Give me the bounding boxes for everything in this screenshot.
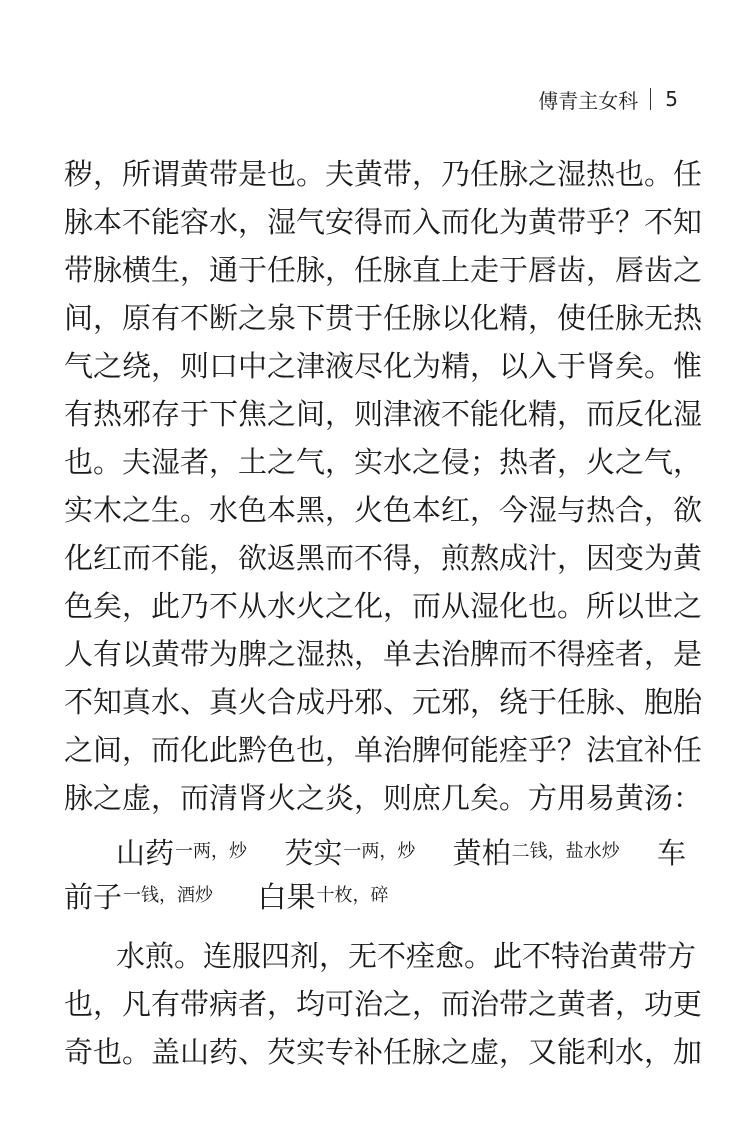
header-divider: [650, 88, 651, 110]
herb-name: 前子: [64, 880, 123, 914]
running-header: [538, 84, 678, 114]
recipe: [64, 830, 686, 918]
page-number: 5: [665, 87, 678, 111]
text-line: 色矣，此乃不从水火之化，而从湿化也。所以世之: [64, 589, 703, 623]
recipe-line: [64, 874, 686, 918]
book-title: 傅青主女科: [538, 88, 639, 113]
text-line: 化红而不能，欲返黑而不得，煎熬成汁，因变为黄: [64, 541, 703, 575]
text-line: 脉之虚，而清肾火之炎，则庶几矣。方用易黄汤：: [64, 781, 703, 815]
text-line: 也，凡有带病者，均可治之，而治带之黄者，功更: [64, 987, 703, 1021]
paragraph-2: [64, 932, 703, 1076]
text-line: 奇也。盖山药、芡实专补任脉之虚，又能利水，加: [64, 1035, 703, 1069]
text-line: 人有以黄带为脾之湿热，单去治脾而不得痊者，是: [64, 637, 703, 671]
herb-name: 车: [656, 836, 686, 870]
text-line: 水煎。连服四剂，无不痊愈。此不特治黄带方: [116, 939, 697, 973]
text-line: 间，原有不断之泉下贯于任脉以化精，使任脉无热: [64, 301, 703, 335]
text-line: 带脉横生，通于任脉，任脉直上走于唇齿，唇齿之: [64, 253, 703, 287]
herb-name: 白果: [257, 880, 316, 914]
paragraph-1: [64, 150, 703, 822]
text-line: 有热邪存于下焦之间，则津液不能化精，而反化湿: [64, 397, 703, 431]
body-text: [64, 150, 703, 1076]
text-line: 气之绕，则口中之津液尽化为精，以入于肾矣。惟: [64, 349, 703, 383]
herb-note: 一两，炒: [175, 841, 248, 862]
text-line: 脉本不能容水，湿气安得而入而化为黄带乎？不知: [64, 205, 703, 239]
herb-note: 二钱，盐水炒: [511, 841, 620, 862]
herb-note: 一两，炒: [343, 841, 416, 862]
herb-item: [64, 874, 213, 919]
herb-note: 一钱，酒炒: [123, 885, 214, 906]
text-line: 秽，所谓黄带是也。夫黄带，乃任脉之湿热也。任: [64, 157, 703, 191]
herb-name: 山药: [116, 836, 175, 870]
text-line: 之间，而化此黔色也，单治脾何能痊乎？法宜补任: [64, 733, 703, 767]
herb-item: [116, 830, 247, 875]
herb-item: [257, 874, 388, 919]
text-line: 也。夫湿者，土之气，实水之侵；热者，火之气，: [64, 445, 703, 479]
herb-name: 芡实: [284, 836, 343, 870]
herb-note: 十枚，碎: [316, 885, 389, 906]
text-line: 不知真水、真火合成丹邪、元邪，绕于任脉、胞胎: [64, 685, 703, 719]
herb-item: [453, 830, 620, 875]
herb-name: 黄柏: [452, 836, 511, 870]
recipe-line: [64, 830, 686, 874]
text-line: 实木之生。水色本黑，火色本红，今湿与热合，欲: [64, 493, 703, 527]
herb-item: [284, 830, 415, 875]
